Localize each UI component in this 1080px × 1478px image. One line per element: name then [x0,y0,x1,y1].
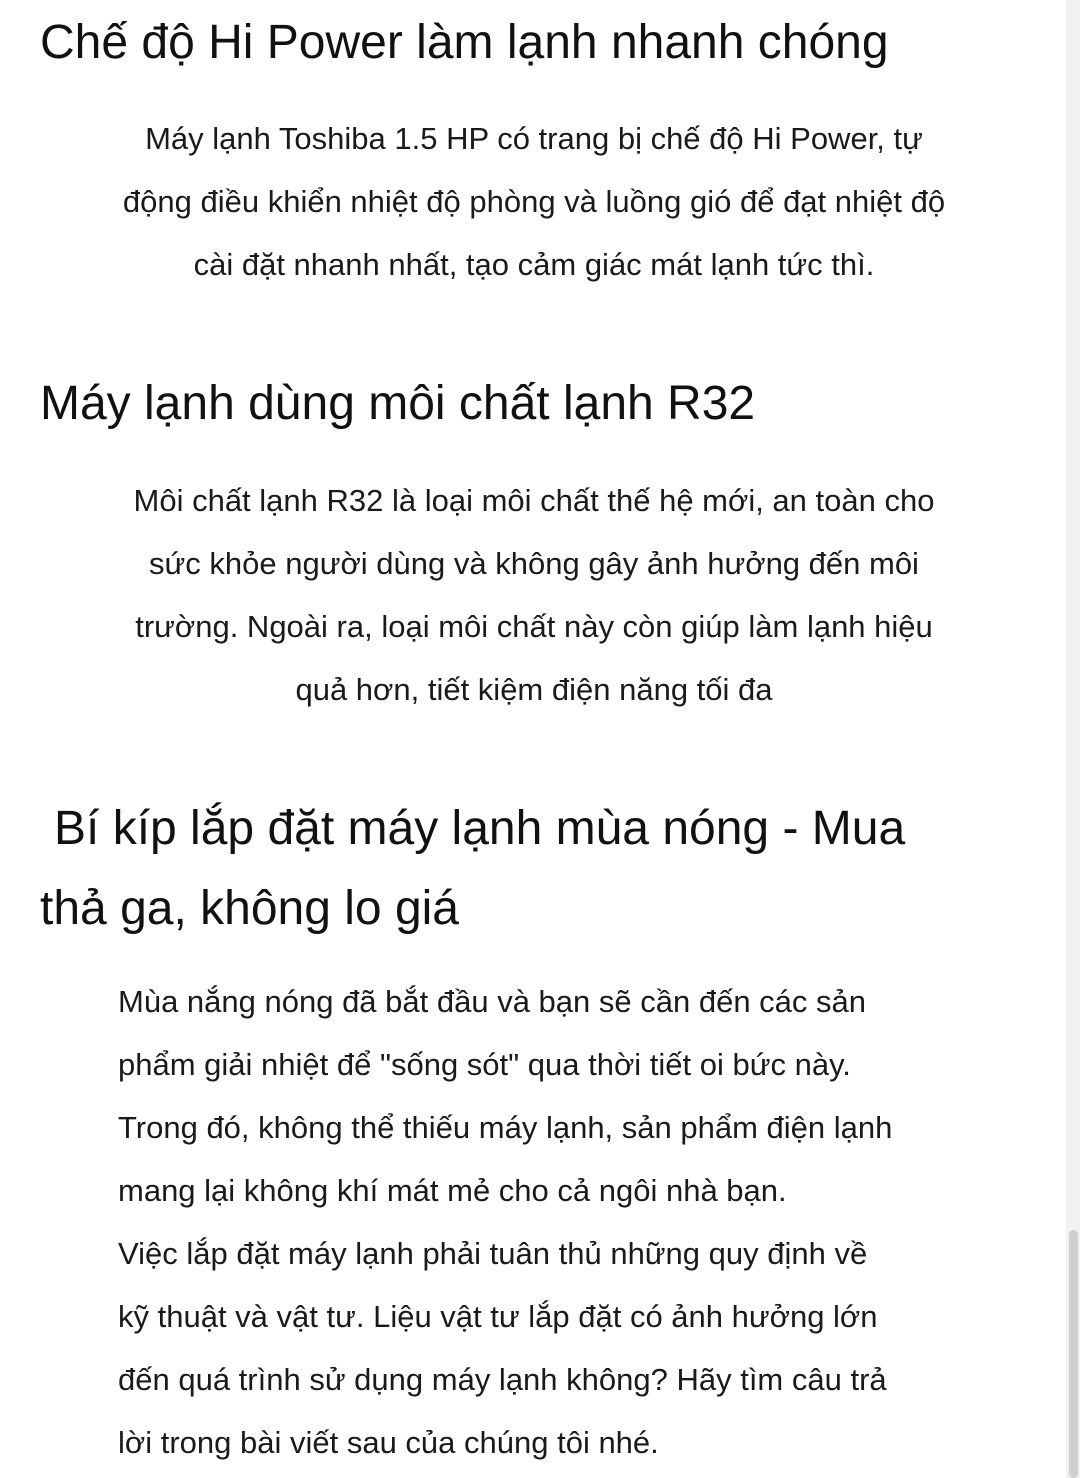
paragraph-line: trường. Ngoài ra, loại môi chất này còn giúp làm lạnh hiệu [135,609,933,644]
paragraph-line: Mùa nắng nóng đã bắt đầu và bạn sẽ cần đến các sản [118,984,867,1019]
heading-line: thả ga, không lo giá [40,882,459,935]
heading-line: Bí kíp lắp đặt máy lạnh mùa nóng - Mua [54,802,906,855]
paragraph-line: phẩm giải nhiệt để "sống sót" qua thời tiết oi bức này. [118,1047,851,1082]
paragraph-line: quả hơn, tiết kiệm điện năng tối đa [295,672,773,707]
paragraph-line: mang lại không khí mát mẻ cho cả ngôi nhà bạn. [118,1173,787,1208]
paragraph-line: kỹ thuật và vật tư. Liệu vật tư lắp đặt có ảnh hưởng lớn [118,1299,878,1334]
vertical-scrollbar[interactable] [1066,0,1080,1478]
paragraph-line: cài đặt nhanh nhất, tạo cảm giác mát lạnh tức thì. [193,247,875,282]
section-paragraph-r32 [36,469,1032,721]
scrollbar-thumb[interactable] [1069,1230,1078,1478]
paragraph-line: đến quá trình sử dụng máy lạnh không? Hãy tìm câu trả [118,1362,887,1397]
paragraph-line: lời trong bài viết sau của chúng tôi nhé. [118,1425,659,1460]
section-paragraph-hi-power [36,107,1032,296]
paragraph-line: Môi chất lạnh R32 là loại môi chất thế hệ mới, an toàn cho [133,483,935,518]
paragraph-line: Việc lắp đặt máy lạnh phải tuân thủ những quy định về [118,1236,868,1271]
section-heading-installation-tips [40,789,905,949]
paragraph-line: Máy lạnh Toshiba 1.5 HP có trang bị chế độ Hi Power, tự [145,121,923,156]
section-heading-hi-power: Chế độ Hi Power làm lạnh nhanh chóng [40,16,889,69]
paragraph-line: Trong đó, không thể thiếu máy lạnh, sản phẩm điện lạnh [118,1110,893,1145]
paragraph-line: động điều khiển nhiệt độ phòng và luồng gió để đạt nhiệt độ [122,184,946,219]
section-heading-r32: Máy lạnh dùng môi chất lạnh R32 [40,377,756,430]
section-paragraph-installation-tips [118,970,1058,1474]
paragraph-line: sức khỏe người dùng và không gây ảnh hưởng đến môi [149,546,919,581]
